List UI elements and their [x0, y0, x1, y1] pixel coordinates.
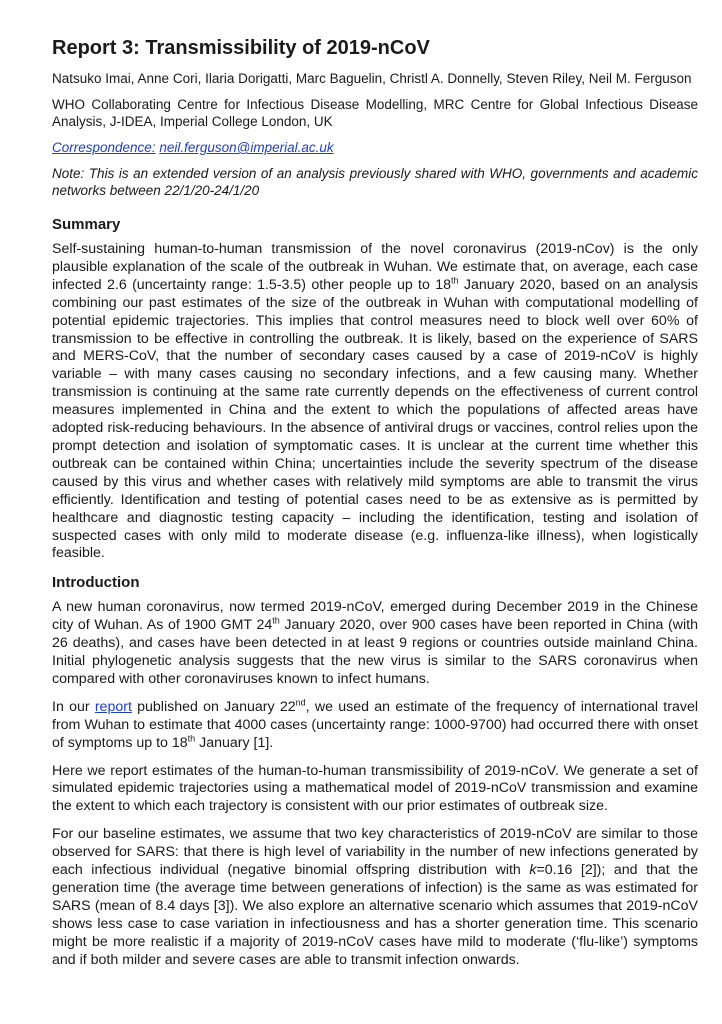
summary-paragraph: [52, 241, 698, 563]
correspondence-label-link[interactable]: Correspondence:: [52, 140, 156, 155]
intro-p4-text-a: For our baseline estimates, we assume that two key characteristics of 2019-nCoV are similar to those observed for SARS: that there is high level of variability in the number of new infections generated by each infectious individual (negative binomial offspring distribution with: [52, 826, 698, 879]
intro-p2-superscript-1: nd: [295, 697, 306, 708]
report-link[interactable]: report: [94, 698, 132, 715]
summary-superscript: th: [451, 275, 459, 286]
report-title: Report 3: Transmissibility of 2019-nCoV: [52, 37, 430, 59]
introduction-heading: Introduction: [52, 574, 140, 592]
intro-paragraph-4: [52, 826, 698, 969]
summary-heading: Summary: [52, 216, 121, 233]
affiliation: WHO Collaborating Centre for Infectious Disease Modelling, MRC Centre for Global Infectious Disease Analysis, J-IDEA, Imperial College London, UK: [52, 97, 698, 129]
intro-p2-superscript-2: th: [187, 732, 196, 743]
intro-p4-k-symbol: k: [529, 862, 537, 879]
intro-paragraph-2: [52, 699, 698, 753]
intro-paragraph-3: Here we report estimates of the human-to-human transmissibility of 2019-nCoV. We generate a set of simulated epidemic trajectories using a mathematical model of 2019-nCoV transmission and examine the extent to which each trajectory is consistent with our prior estimates of outbreak size.: [52, 762, 698, 815]
intro-paragraph-1: [52, 599, 698, 689]
correspondence-email-link[interactable]: neil.ferguson@imperial.ac.uk: [159, 140, 334, 155]
intro-p1-superscript: th: [272, 615, 280, 626]
intro-p2-text-a: In our: [52, 698, 95, 715]
intro-p2-text-c: , we used an estimate of the frequency of international travel from Wuhan to estimate that 4000 cases (uncertainty range: 1000-9700) had occurred there with onset of symptoms up to 18: [52, 698, 698, 751]
correspondence-line: [52, 139, 698, 156]
summary-text-a: Self-sustaining human-to-human transmission of the novel coronavirus (2019-nCov) is the only plausible explanation of the scale of the outbreak in Wuhan. We estimate that, on average, each case infected 2.6 (uncertainty range: 1.5-3.5) other people up to 18: [52, 241, 698, 293]
intro-p2-text-d: January [1].: [195, 734, 274, 751]
intro-p1-text-a: A new human coronavirus, now termed 2019-nCoV, emerged during December 2019 in the Chinese city of Wuhan. As of 1900 GMT 24: [52, 599, 698, 634]
extended-version-note: Note: This is an extended version of an analysis previously shared with WHO, governments and academic networks between 22/1/20-24/1/20: [52, 166, 698, 198]
intro-p1-text-b: January 2020, over 900 cases have been reported in China (with 26 deaths), and cases have been detected in at least 9 regions or countries outside mainland China. Initial phylogenetic analysis suggests that the new virus is similar to the SARS coronavirus when compared with other coronaviruses known to infect humans.: [52, 617, 698, 687]
author-list: Natsuko Imai, Anne Cori, Ilaria Dorigatti, Marc Baguelin, Christl A. Donnelly, Steven Riley, Neil M. Ferguson: [52, 71, 692, 86]
intro-p4-text-b: =0.16 [2]); and that the generation time (the average time between generations of infection) is the same as was estimated for SARS (mean of 8.4 days [3]). We also explore an alternative scenario which assumes that 2019-nCoV shows less case to case variation in infectiousness and has a shorter generation time. This scenario might be more realistic if a majority of 2019-nCoV cases have mild to moderate (‘flu-like’) symptoms and if both milder and severe cases are able to transmit infection onwards.: [52, 862, 698, 968]
summary-text-b: January 2020, based on an analysis combining our past estimates of the size of the outbreak in Wuhan with computational modelling of potential epidemic trajectories. This implies that control measures need to block well over 60% of transmission to be effective in controlling the outbreak. It is likely, based on the experience of SARS and MERS-CoV, that the number of secondary cases caused by a case of 2019-nCoV is highly variable – with many cases causing no secondary infections, and a few causing many. Whether transmission is continuing at the same rate currently depends on the effectiveness of current control measures implemented in China and the extent to which the populations of affected areas have adopted risk-reducing behaviours. In the absence of antiviral drugs or vaccines, control relies upon the prompt detection and isolation of symptomatic cases. It is unclear at the current time whether this outbreak can be contained within China; uncertainties include the severity spectrum of the disease caused by this virus and whether cases with relatively mild symptoms are able to transmit the virus efficiently. Identification and testing of potential cases need to be as extensive as is permitted by healthcare and diagnostic testing capacity – including the identification, testing and isolation of suspected cases with only mild to moderate disease (e.g. influenza-like illness), when logistically feasible.: [52, 276, 698, 562]
intro-p2-text-b: published on January 22: [131, 698, 296, 715]
